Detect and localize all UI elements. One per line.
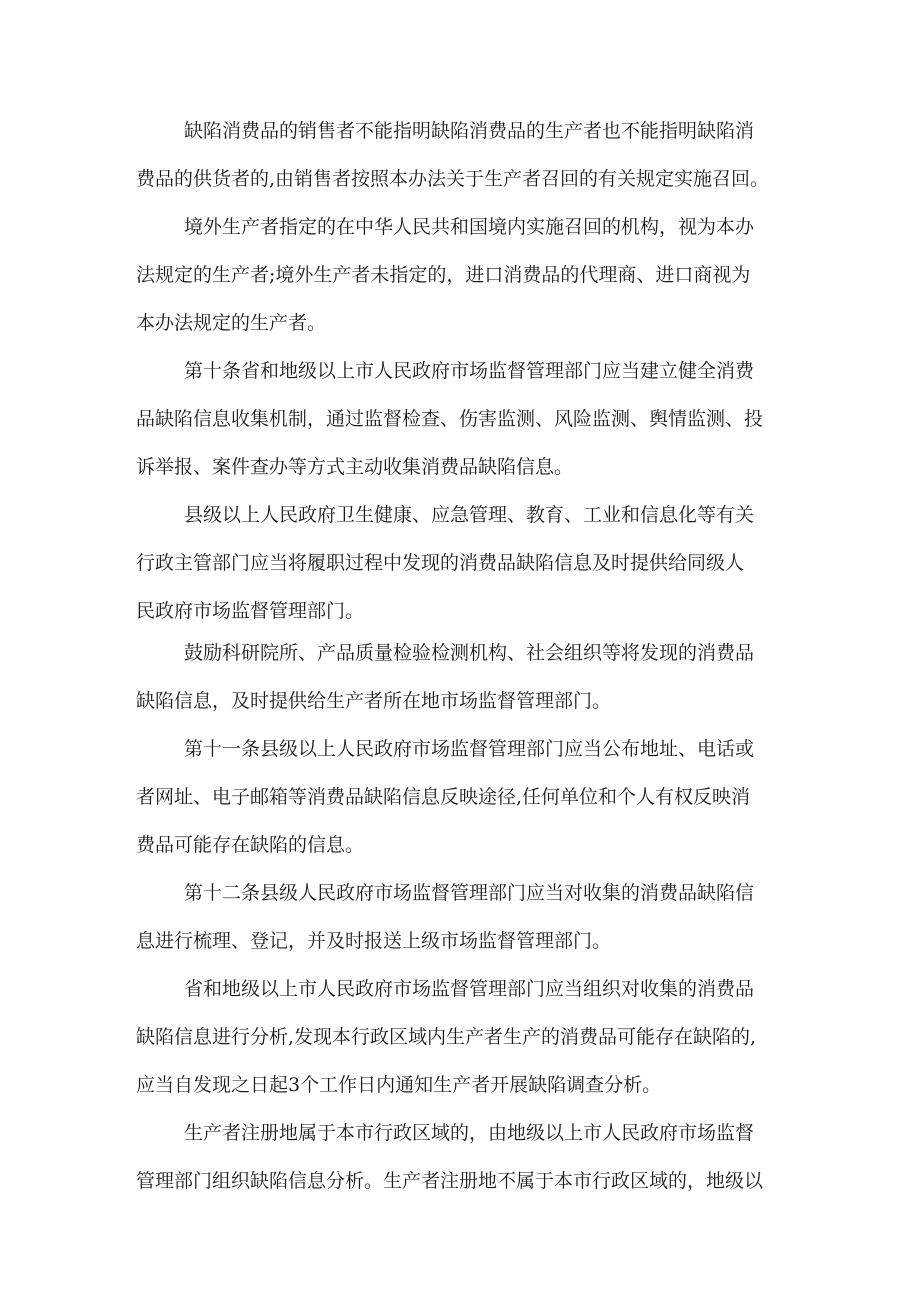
paragraph-2-line-3: 本办法规定的生产者。 — [136, 312, 327, 334]
paragraph-3-line-2: 品缺陷信息收集机制，通过监督检查、伤害监测、风险监测、舆情监测、投 — [136, 408, 764, 430]
paragraph-6-line-2: 者网址、电子邮箱等消费品缺陷信息反映途径,任何单位和个人有权反映消 — [136, 786, 751, 808]
paragraph-5-line-1: 鼓励科研院所、产品质量检验检测机构、社会组织等将发现的消费品 — [184, 642, 755, 664]
paragraph-1-line-1: 缺陷消费品的销售者不能指明缺陷消费品的生产者也不能指明缺陷消 — [184, 120, 755, 142]
paragraph-3-line-3: 诉举报、案件查办等方式主动收集消费品缺陷信息。 — [136, 456, 574, 478]
paragraph-9-line-2: 管理部门组织缺陷信息分析。生产者注册地不属于本市行政区域的，地级以 — [136, 1170, 764, 1192]
paragraph-2-line-2: 法规定的生产者;境外生产者未指定的，进口消费品的代理商、进口商视为 — [136, 264, 751, 286]
paragraph-3-line-1: 第十条省和地级以上市人民政府市场监督管理部门应当建立健全消费 — [184, 360, 755, 382]
paragraph-7-line-1: 第十二条县级人民政府市场监督管理部门应当对收集的消费品缺陷信 — [184, 882, 755, 904]
paragraph-5-line-2: 缺陷信息，及时提供给生产者所在地市场监督管理部门。 — [136, 690, 612, 712]
paragraph-9-line-1: 生产者注册地属于本市行政区域的，由地级以上市人民政府市场监督 — [184, 1122, 755, 1144]
paragraph-7-line-2: 息进行梳理、登记，并及时报送上级市场监督管理部门。 — [136, 930, 612, 952]
paragraph-6-line-1: 第十一条县级以上人民政府市场监督管理部门应当公布地址、电话或 — [184, 738, 755, 760]
paragraph-2-line-1: 境外生产者指定的在中华人民共和国境内实施召回的机构，视为本办 — [184, 216, 755, 238]
paragraph-8-line-3: 应当自发现之日起3个工作日内通知生产者开展缺陷调查分析。 — [136, 1074, 662, 1096]
paragraph-4-line-1: 县级以上人民政府卫生健康、应急管理、教育、工业和信息化等有关 — [184, 504, 755, 526]
paragraph-4-line-2: 行政主管部门应当将履职过程中发现的消费品缺陷信息及时提供给同级人 — [136, 552, 745, 574]
paragraph-1-line-2: 费品的供货者的,由销售者按照本办法关于生产者召回的有关规定实施召回。 — [136, 168, 770, 190]
paragraph-6-line-3: 费品可能存在缺陷的信息。 — [136, 834, 365, 856]
paragraph-8-line-1: 省和地级以上市人民政府市场监督管理部门应当组织对收集的消费品 — [184, 978, 755, 1000]
paragraph-4-line-3: 民政府市场监督管理部门。 — [136, 600, 365, 622]
paragraph-8-line-2: 缺陷信息进行分析,发现本行政区域内生产者生产的消费品可能存在缺陷的, — [136, 1026, 757, 1048]
